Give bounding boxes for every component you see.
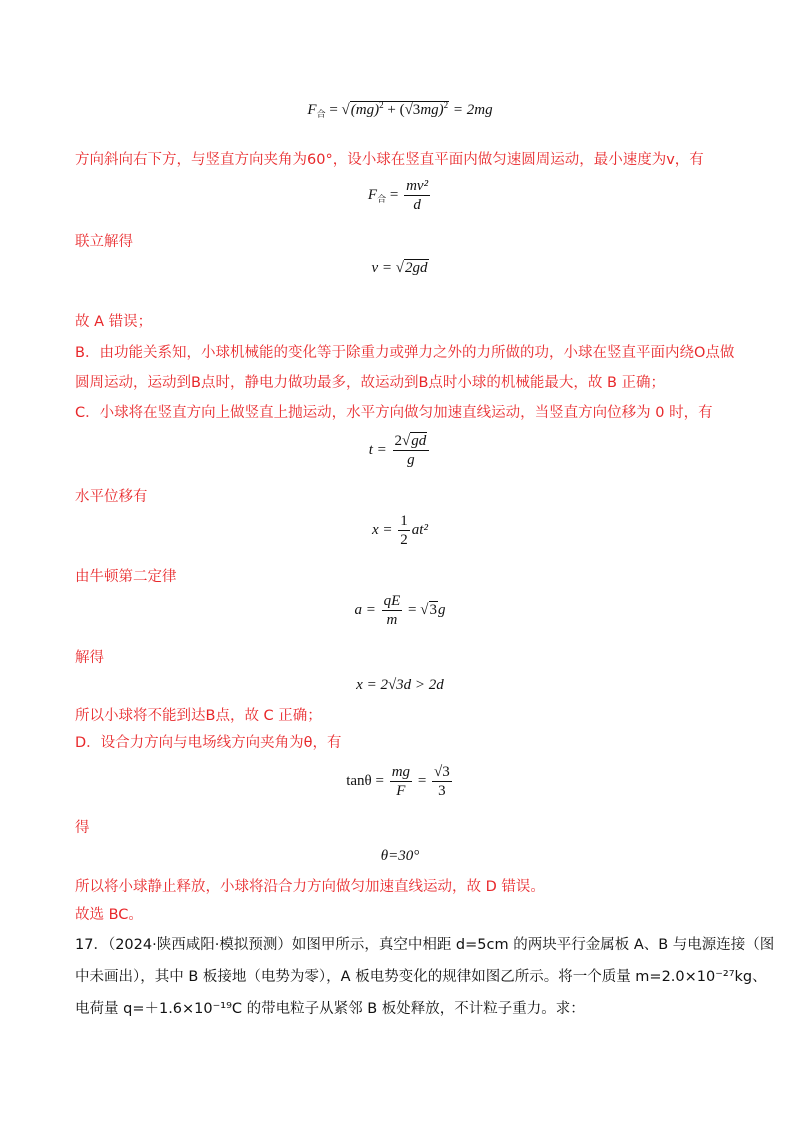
formula-term: + (: [383, 102, 405, 118]
formula-term: F: [367, 186, 378, 203]
formula-term: F: [307, 102, 317, 118]
formula-sub: 合: [377, 193, 387, 204]
formula-displacement: [0, 513, 800, 548]
sqrt-sign: √: [402, 433, 411, 449]
formula-term: (mg): [350, 102, 380, 118]
text-line-4a: B．由功能关系知，小球机械能的变化等于除重力或弹力之外的力所做的功，小球在竖直平面内绕O点做: [75, 345, 735, 361]
formula-term: 2gd: [405, 260, 428, 276]
formula-centripetal: [0, 178, 800, 213]
problem-17-line-2: 中未画出），其中 B 板接地（电势为零），A 板电势变化的规律如图乙所示。将一个质量 m=2.0×10⁻²⁷kg、: [75, 969, 767, 985]
text-line-3: 故 A 错误；: [75, 314, 153, 330]
fraction-denominator: d: [413, 197, 421, 213]
fraction-numerator: mv²: [406, 178, 429, 194]
formula-theta: [0, 848, 800, 865]
formula-term: gd: [411, 433, 427, 449]
text-line-7: 由牛顿第二定律: [75, 569, 177, 585]
fraction-numerator: mg: [391, 764, 411, 780]
formula-sup: 2: [443, 100, 449, 110]
formula-term: tanθ =: [346, 772, 388, 789]
formula-term: =: [325, 102, 342, 118]
formula-x-compare: [0, 677, 800, 694]
formula-term: a =: [354, 601, 380, 618]
fraction-numerator: qE: [383, 593, 401, 609]
text-line-11: 得: [75, 820, 90, 836]
problem-17-line-1: 17．（2024·陕西咸阳·模拟预测）如图甲所示，真空中相距 d=5cm 的两块平行金属板 A、B 与电源连接（图: [75, 937, 775, 953]
text-line-4b: 圆周运动，运动到B点时，静电力做功最多，故运动到B点时小球的机械能最大，故 B 正确；: [75, 375, 666, 391]
formula-net-force: [0, 100, 800, 120]
formula-term: g: [438, 601, 446, 618]
text-line-2: 联立解得: [75, 234, 133, 250]
formula-term: √3: [404, 102, 421, 118]
formula-term: x =: [372, 521, 397, 538]
formula-tan: [0, 764, 800, 799]
formula-time: [0, 433, 800, 468]
text-line-1: 方向斜向右下方，与竖直方向夹角为60°，设小球在竖直平面内做匀速圆周运动，最小速度为v，有: [75, 152, 704, 168]
formula-term: = 2mg: [449, 102, 493, 118]
text-line-10: D．设合力方向与电场线方向夹角为θ，有: [75, 735, 342, 751]
formula-term: v =: [371, 260, 396, 276]
formula-term: 2: [394, 433, 403, 449]
formula-velocity: [0, 260, 800, 277]
fraction-denominator: m: [386, 612, 398, 628]
sqrt-sign: √: [395, 260, 404, 276]
formula-sub: 合: [316, 109, 326, 119]
formula-term: =: [404, 601, 421, 618]
text-line-5: C．小球将在竖直方向上做竖直上抛运动，水平方向做匀加速直线运动，当竖直方向位移为 0 时，有: [75, 405, 713, 421]
fraction-denominator: 2: [400, 532, 408, 548]
fraction-numerator: √3: [434, 764, 450, 780]
formula-term: t =: [368, 441, 391, 458]
fraction-denominator: g: [407, 452, 415, 468]
sqrt-sign: √: [341, 102, 350, 118]
text-line-8: 解得: [75, 650, 104, 666]
text-line-12: 所以将小球静止释放，小球将沿合力方向做匀加速直线运动，故 D 错误。: [75, 879, 545, 895]
formula-term: x = 2√3d > 2d: [356, 677, 444, 693]
text-line-6: 水平位移有: [75, 489, 148, 505]
fraction-numerator: 1: [400, 513, 408, 529]
formula-term: =: [386, 186, 403, 203]
formula-term: at²: [411, 521, 428, 538]
formula-term: θ=30°: [380, 848, 420, 864]
formula-term: mg): [420, 102, 444, 118]
fraction-denominator: F: [396, 783, 406, 799]
sqrt-sign: √: [420, 601, 429, 618]
fraction-denominator: 3: [438, 783, 446, 799]
problem-17-line-3: 电荷量 q=＋1.6×10⁻¹⁹C 的带电粒子从紧邻 B 板处释放，不计粒子重力。求：: [75, 1001, 585, 1017]
text-line-9: 所以小球将不能到达B点，故 C 正确；: [75, 708, 322, 724]
formula-sup: 2: [379, 100, 384, 110]
text-line-13: 故选 BC。: [75, 907, 143, 923]
formula-term: 3: [429, 601, 437, 618]
formula-term: =: [414, 772, 431, 789]
formula-acceleration: [0, 593, 800, 628]
